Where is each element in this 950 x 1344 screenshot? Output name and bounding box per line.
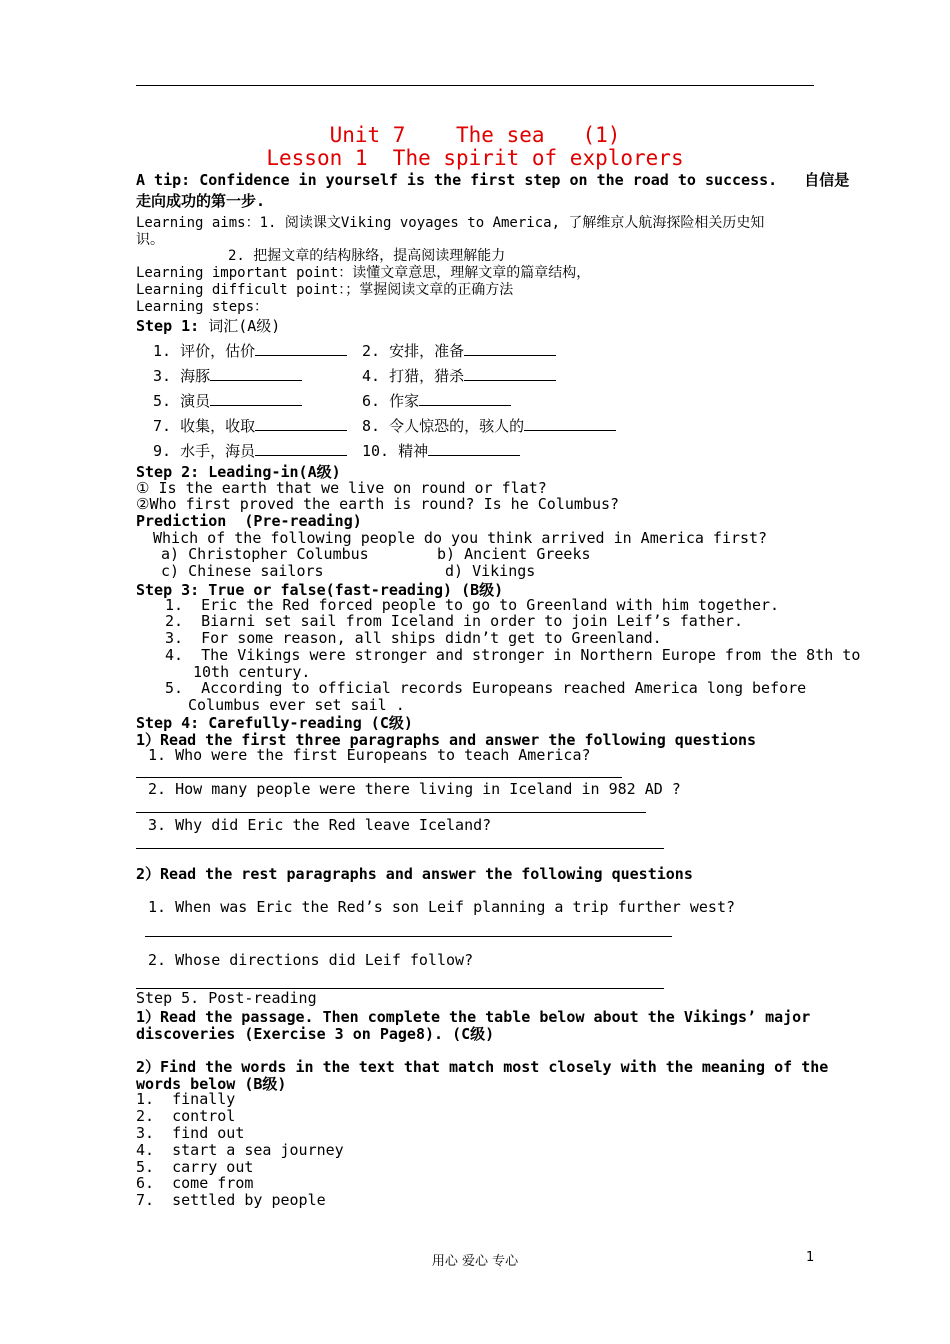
word-item: 7. settled by people	[136, 1191, 326, 1209]
prediction-option-d: d) Vikings	[445, 562, 536, 580]
step3-item: 5. According to official records Europeans reached America long before	[165, 679, 807, 697]
answer-line[interactable]	[136, 812, 646, 813]
step3-item: 4. The Vikings were stronger and stronger in Northern Europe from the 8th to	[165, 646, 861, 664]
step5-part-2-line-1: 2）Find the words in the text that match most closely with the meaning of the	[136, 1058, 829, 1076]
answer-line[interactable]	[136, 777, 622, 778]
answer-line[interactable]	[145, 936, 672, 937]
vocab-item: 1. 评价，估价	[153, 340, 347, 361]
step4-question-1: 1. Who were the first Europeans to teach America?	[148, 746, 591, 764]
page-footer: 用心 爱心 专心	[431, 1254, 519, 1269]
step2-heading: Step 2: Leading-in(A级)	[136, 463, 341, 481]
page-number: 1	[806, 1250, 815, 1265]
step4-question-5: 2. Whose directions did Leif follow?	[148, 951, 474, 969]
step4-part-1: 1）Read the first three paragraphs and answer the following questions	[136, 731, 757, 749]
aims-line-2: 识。	[136, 232, 164, 248]
vocab-item: 5. 演员	[153, 390, 302, 411]
step4-part-2: 2）Read the rest paragraphs and answer the following questions	[136, 865, 693, 883]
step5-part-1-line-2: discoveries (Exercise 3 on Page8). (C级)	[136, 1025, 495, 1043]
step3-item: 1. Eric the Red forced people to go to Greenland with him together.	[165, 596, 780, 614]
step4-question-4: 1. When was Eric the Red’s son Leif planning a trip further west?	[148, 898, 735, 916]
vocab-item: 9. 水手，海员	[153, 440, 347, 461]
unit-title: Unit 7 The sea (1)	[329, 123, 621, 147]
prediction-option-b: b) Ancient Greeks	[437, 545, 591, 563]
steps-label: Learning steps：	[136, 299, 269, 315]
difficult-point: Learning difficult point：；掌握阅读文章的正确方法	[136, 282, 514, 298]
vocab-item: 4. 打猎，猎杀	[362, 365, 556, 386]
vocab-item: 10. 精神	[362, 440, 520, 461]
step4-question-2: 2. How many people were there living in Iceland in 982 AD ?	[148, 780, 681, 798]
step2-question-2: ②Who first proved the earth is round? Is he Columbus?	[136, 495, 620, 513]
word-item: 5. carry out	[136, 1158, 254, 1176]
word-item: 6. come from	[136, 1174, 254, 1192]
lesson-title: Lesson 1 The spirit of explorers	[266, 146, 684, 170]
step2-question-1: ① Is the earth that we live on round or flat?	[136, 479, 547, 497]
prediction-option-a: a) Christopher Columbus	[161, 545, 369, 563]
step5-heading: Step 5. Post-reading	[136, 989, 317, 1007]
step3-heading: Step 3: True or false(fast-reading) (B级)	[136, 581, 504, 599]
prediction-question: Which of the following people do you think arrived in America first?	[153, 529, 768, 547]
prediction-option-c: c) Chinese sailors	[161, 562, 324, 580]
vocab-item: 8. 令人惊恐的，骇人的	[362, 415, 616, 436]
word-item: 3. find out	[136, 1124, 245, 1142]
step3-item: 2. Biarni set sail from Iceland in order to join Leif’s father.	[165, 612, 743, 630]
vocab-item: 7. 收集，收取	[153, 415, 347, 436]
tip-line-1: A tip: Confidence in yourself is the first step on the road to success. 自信是	[136, 171, 850, 189]
answer-line[interactable]	[136, 848, 664, 849]
step4-heading: Step 4: Carefully-reading (C级)	[136, 714, 413, 732]
header-rule	[136, 85, 814, 86]
vocab-item: 3. 海豚	[153, 365, 302, 386]
aims-line-1: Learning aims：1. 阅读课文Viking voyages to America, 了解维京人航海探险相关历史知	[136, 215, 765, 231]
step4-question-3: 3. Why did Eric the Red leave Iceland?	[148, 816, 492, 834]
step1-heading: Step 1: 词汇(A级)	[136, 317, 281, 335]
step5-part-2-line-2: words below (B级)	[136, 1075, 287, 1093]
prediction-heading: Prediction (Pre-reading)	[136, 512, 362, 530]
step3-item-cont: 10th century.	[193, 663, 311, 681]
step3-item: 3. For some reason, all ships didn’t get to Greenland.	[165, 629, 662, 647]
word-item: 2. control	[136, 1107, 236, 1125]
vocab-item: 2. 安排，准备	[362, 340, 556, 361]
tip-line-2: 走向成功的第一步.	[136, 192, 266, 210]
vocab-item: 6. 作家	[362, 390, 511, 411]
important-point: Learning important point：读懂文章意思，理解文章的篇章结构，	[136, 265, 591, 281]
word-item: 4. start a sea journey	[136, 1141, 344, 1159]
step3-item-cont: Columbus ever set sail .	[188, 696, 405, 714]
aims-line-3: 2. 把握文章的结构脉络，提高阅读理解能力	[228, 248, 506, 264]
step5-part-1-line-1: 1）Read the passage. Then complete the table below about the Vikings’ major	[136, 1008, 811, 1026]
word-item: 1. finally	[136, 1090, 236, 1108]
